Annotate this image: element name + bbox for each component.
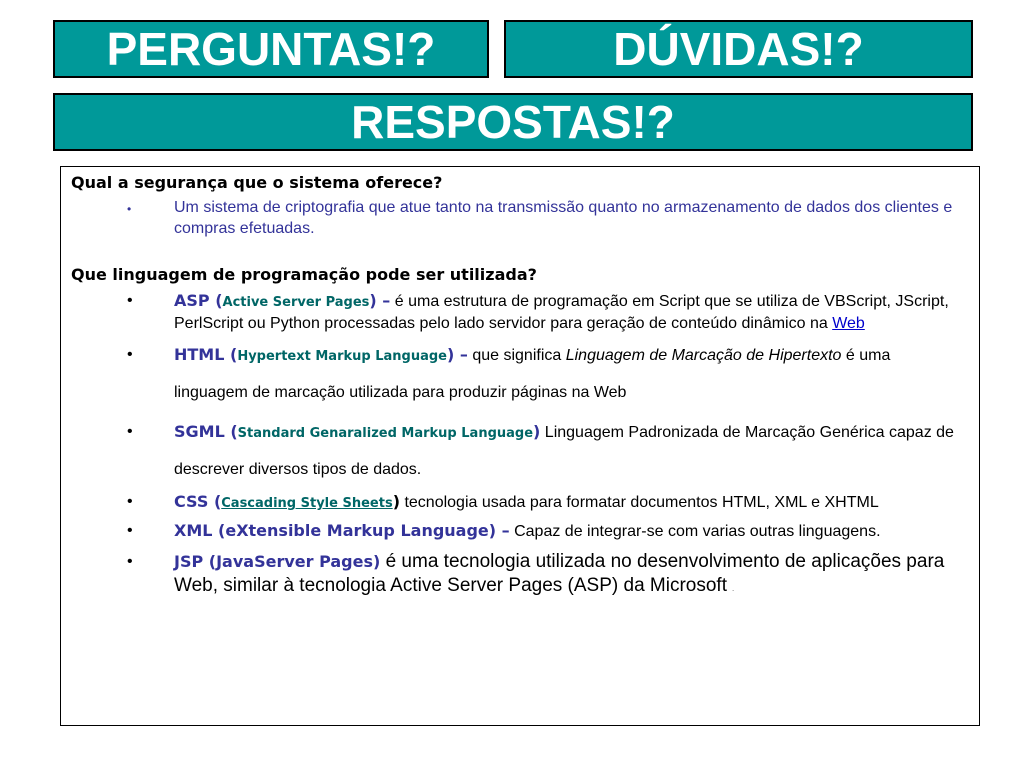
close-css: ) bbox=[392, 492, 400, 511]
question-languages: Que linguagem de programação pode ser utilizada? bbox=[71, 265, 537, 284]
answer-security-text: Um sistema de criptografia que atue tanto na transmissão quanto no armazenamento de dados dos clientes e compras efetuadas. bbox=[174, 199, 953, 237]
banner-respostas-text: RESPOSTAS!? bbox=[351, 96, 675, 148]
list-item-asp bbox=[71, 290, 969, 334]
bullet: • bbox=[127, 493, 133, 510]
close-sgml: ) bbox=[533, 422, 541, 441]
banner-perguntas-text: PERGUNTAS!? bbox=[106, 23, 436, 75]
content-box bbox=[60, 166, 980, 726]
list-item-jsp bbox=[71, 550, 969, 602]
list-item-css bbox=[71, 491, 969, 514]
close-html: ) – bbox=[446, 345, 468, 364]
term-css: CSS ( bbox=[174, 492, 222, 511]
answer-security bbox=[71, 197, 969, 239]
description-html-italic: Linguagem de Marcação de Hipertexto bbox=[565, 347, 842, 364]
banner-duvidas bbox=[504, 20, 973, 78]
banner-respostas bbox=[53, 93, 973, 151]
description-asp: é uma estrutura de programação em Script que se utiliza de VBScript, JScript, PerlScript ou Python processadas pelo lado servidor para geração de conteúdo dinâmico na bbox=[174, 293, 949, 332]
description-sgml: Linguagem Padronizada de Marcação Genérica capaz de descrever diversos tipos de dados. bbox=[174, 424, 954, 478]
expansion-asp: Active Server Pages bbox=[222, 295, 370, 310]
banner-duvidas-text: DÚVIDAS!? bbox=[613, 23, 864, 75]
web-link[interactable]: Web bbox=[832, 315, 865, 332]
bullet: • bbox=[127, 292, 133, 309]
expansion-sgml: Standard Genaralized Markup Language bbox=[237, 426, 534, 441]
description-xml: Capaz de integrar-se com varias outras linguagens. bbox=[509, 523, 881, 540]
close-asp: ) – bbox=[369, 291, 391, 310]
term-xml: XML (eXtensible Markup Language) – bbox=[174, 521, 510, 540]
bullet: • bbox=[127, 522, 133, 539]
description-html-rest: é uma linguagem de marcação utilizada para produzir páginas na Web bbox=[174, 347, 891, 401]
bullet: • bbox=[127, 553, 133, 570]
term-jsp: JSP (JavaServer Pages) bbox=[174, 552, 381, 571]
bullet: • bbox=[127, 202, 132, 216]
term-sgml: SGML ( bbox=[174, 422, 238, 441]
description-jsp-tail: . bbox=[732, 587, 734, 593]
term-html: HTML ( bbox=[174, 345, 238, 364]
banner-perguntas bbox=[53, 20, 489, 78]
list-item-xml bbox=[71, 520, 969, 542]
description-jsp: é uma tecnologia utilizada no desenvolvimento de aplicações para Web, similar à tecnologia Active Server Pages (ASP) da Microsoft bbox=[174, 551, 945, 596]
list-item-sgml bbox=[71, 414, 969, 488]
bullet: • bbox=[127, 346, 133, 363]
expansion-html: Hypertext Markup Language bbox=[237, 349, 447, 364]
description-html: que significa bbox=[467, 347, 566, 364]
description-css: tecnologia usada para formatar documentos HTML, XML e XHTML bbox=[400, 494, 879, 511]
expansion-css: Cascading Style Sheets bbox=[221, 496, 393, 511]
term-asp: ASP ( bbox=[174, 291, 223, 310]
bullet: • bbox=[127, 423, 133, 440]
question-security: Qual a segurança que o sistema oferece? bbox=[71, 173, 443, 192]
list-item-html bbox=[71, 337, 969, 411]
